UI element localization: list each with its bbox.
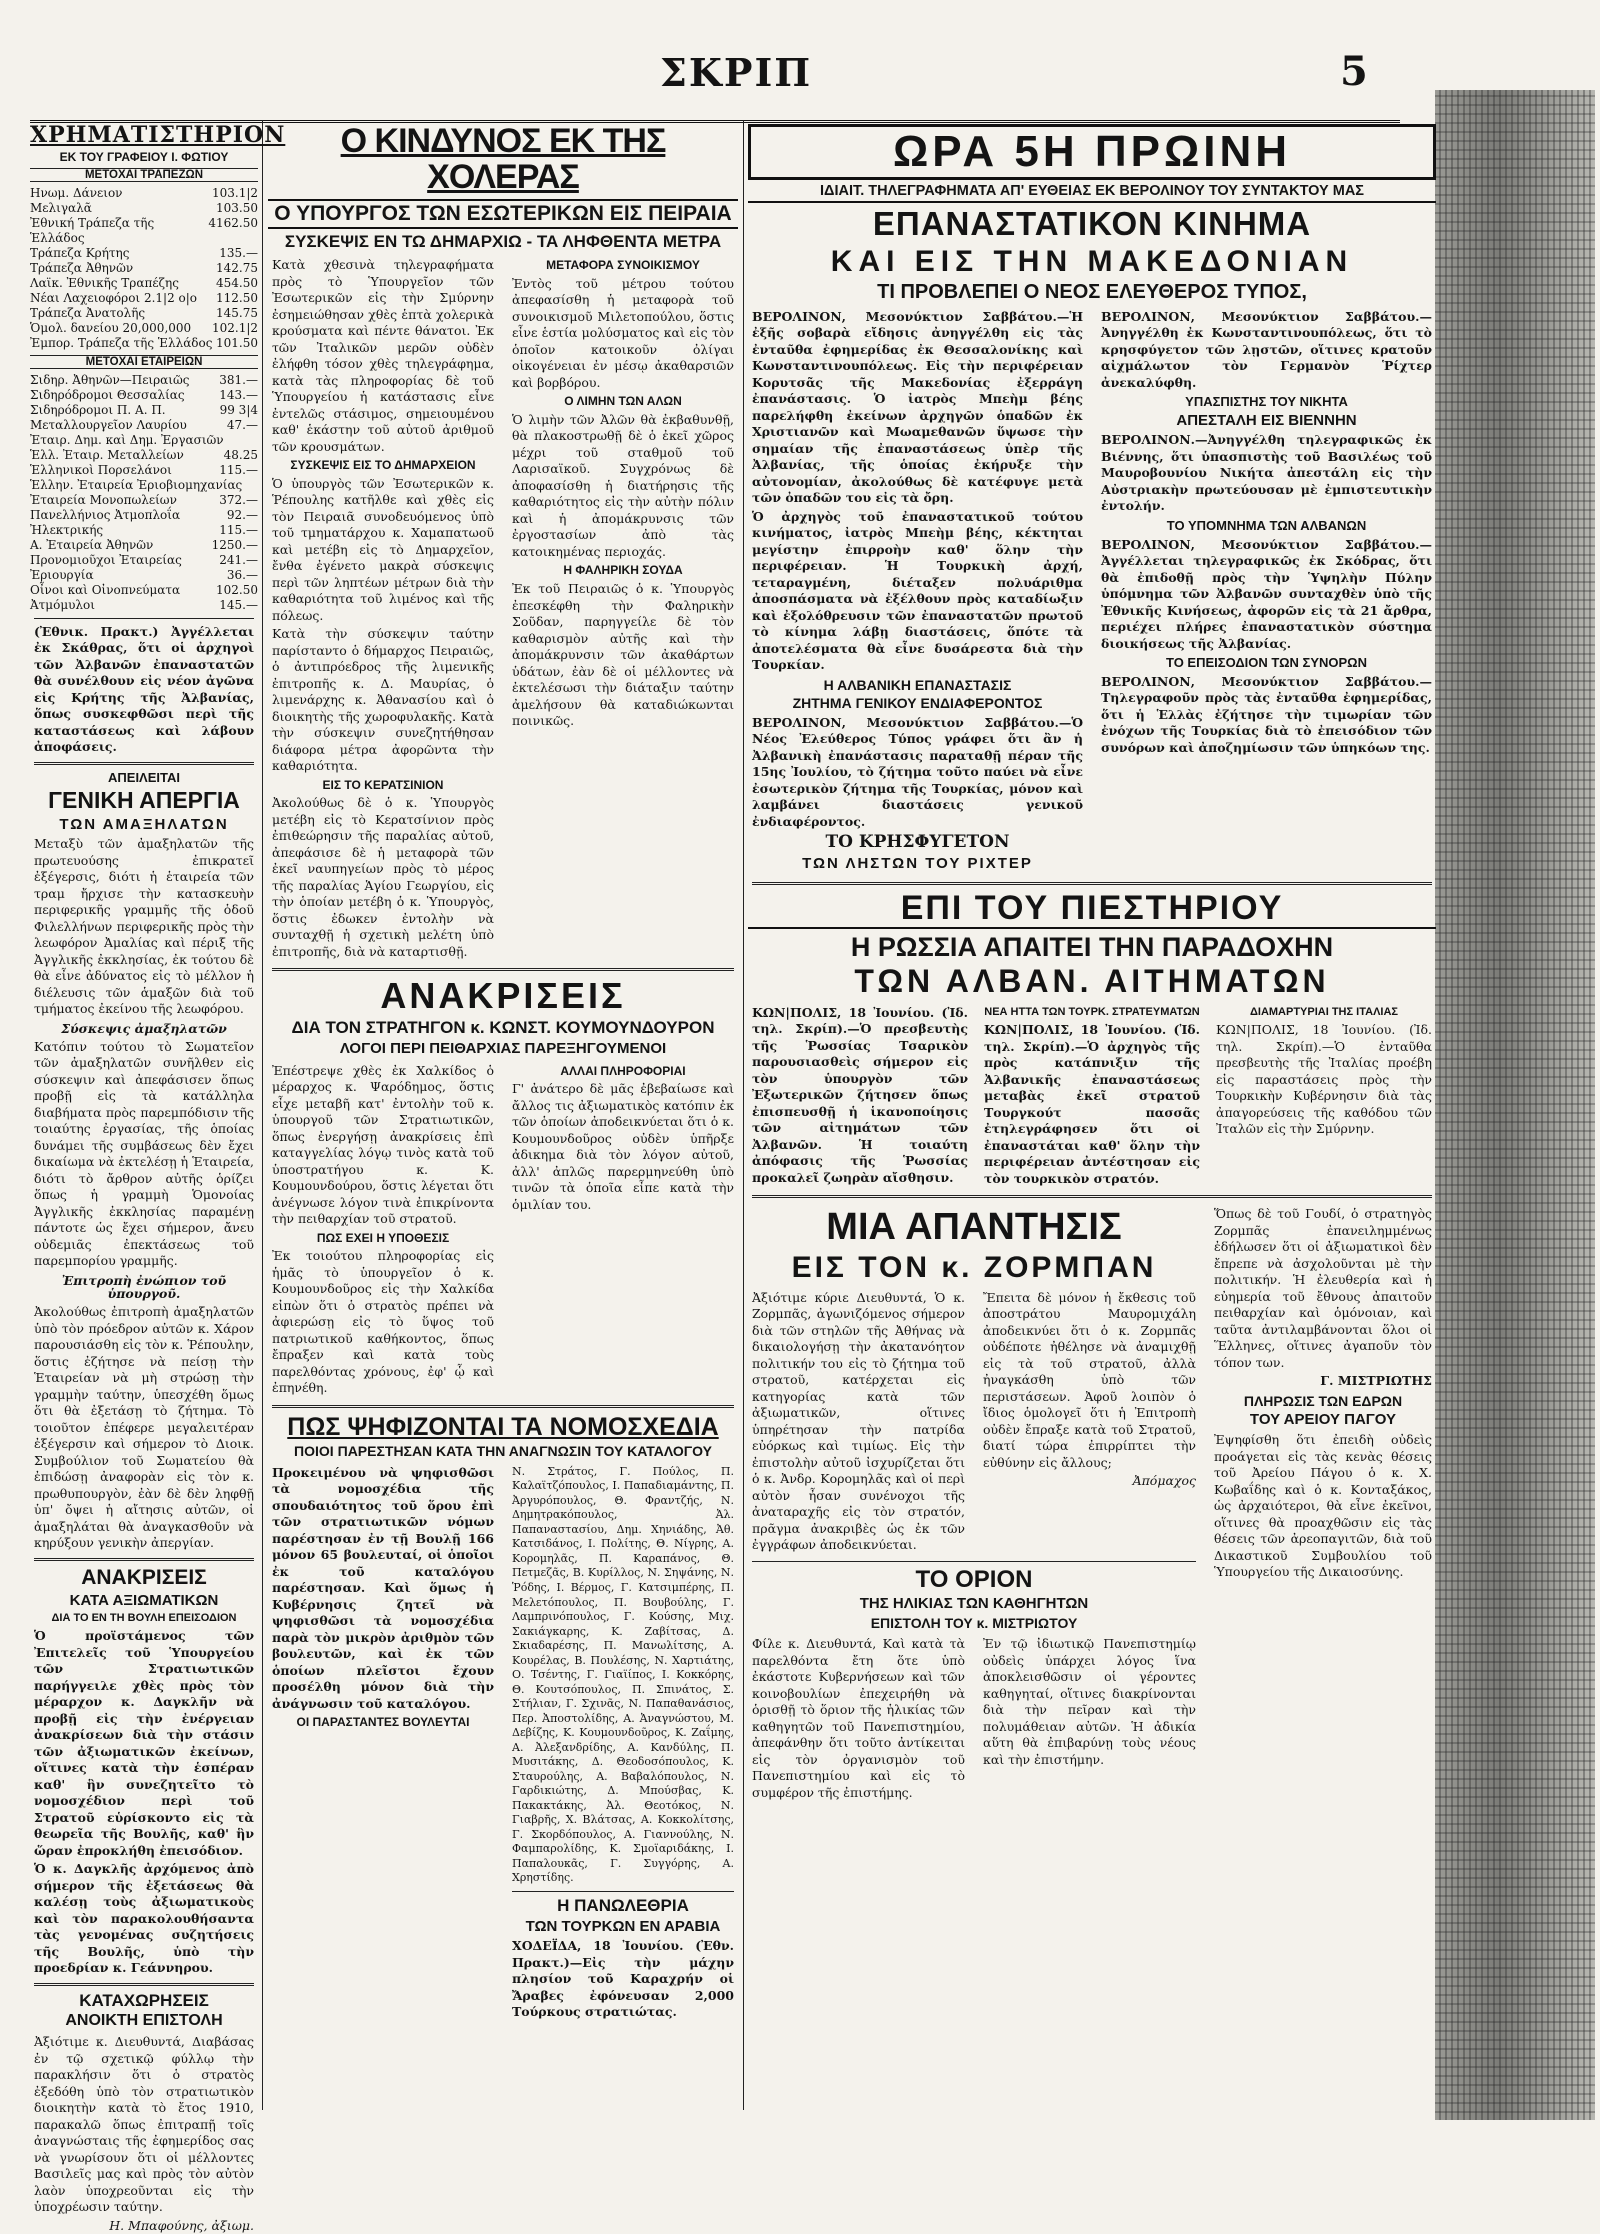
cholera-text-3: Κατὰ τὴν σύσκεψιν ταύτην παρίσταντο ὁ δήμαρχος Πειραιῶς, ὁ ἀντιπρόεδρος τῆς λιμενικῆς ἐπιτροπῆς κ. Δ. Μαυρίας, ὁ λιμενάρχης κ. Ἀθανασίου καὶ ὁ διοικητὴς τῆς χωροφυλακῆς. Κατὰ τὴν σύσκεψιν συνεζητήθησαν διάφορα μέτρα ἀφορῶντα τὴν καθαριότητα. [272, 626, 494, 774]
row-value: 92.— [226, 507, 258, 522]
strike-kicker: ΑΠΕΙΛΕΙΤΑΙ [108, 769, 180, 785]
divider [272, 1405, 734, 1408]
nikita-text: ΒΕΡΟΛΙΝΟΝ.—Ἀνηγγέλθη τηλεγραφικῶς ἐκ Βιέννης, ὅτι ὑπασπιστὴς τοῦ Βασιλέως τοῦ Μαυροβουνίου Νικήτα ἀπεστάλη εἰς τὴν Αὐστριακὴν πρωτεύουσαν μὲ ἐμπιστευτικὴν ἐντολήν. [1101, 432, 1432, 514]
press-subtitle-2: ΤΩΝ ΑΛΒΑΝ. ΑΙΤΗΜΑΤΩΝ [854, 963, 1330, 1000]
table-row [30, 433, 258, 448]
strike-text-3: Ἀκολούθως ἐπιτροπὴ ἀμαξηλατῶν ὑπὸ τὸν πρόεδρον αὐτῶν κ. Χάρον παρουσιάσθη εἰς τὸν κ. Ῥέπουλην, ὅστις ἐζήτησε νὰ πείσῃ τὴν Ἑταιρείαν νὰ μὴ στρώσῃ τὴν γραμμὴν ταύτην, ὑπεσχέθη ὅμως ὅτι θὰ ἐξετάσῃ τὸ ζήτημα. Τὸ τοιοῦτον ἐπέφερε μεγαλειτέραν ἐξέγερσιν καὶ σήμερον τὸ Διοικ. Συμβούλιον τοῦ Σωματείου θὰ ἐπιδώσῃ ἀναφορὰν εἰς τὸν κ. πρωθυπουργὸν, ἐὰν δὲ δὲν ληφθῇ ὑπ' ὄψει ἡ αἴτησις αὐτῶν, οἱ ἀμαξηλάται θὰ ἀναγκασθοῦν νὰ κηρύξουν γενικὴν ἀπεργίαν. [34, 1304, 254, 1551]
richter-sub: ΤΩΝ ΛΗΣΤΩΝ ΤΟΥ ΡΙΧΤΕΡ [802, 855, 1033, 873]
areios-text: Ἐψηφίσθη ὅτι ἐπειδὴ οὐδεὶς προάγεται εἰς τὰς κενὰς θέσεις τοῦ Ἀρείου Πάγου ὁ κ. Χ. Κωβαΐδης καὶ ὁ κ. Κονταξάκος, ὡς ἀρχαιότεροι, θὰ εἶνε ἐκεῖνοι, οἵτινες θὰ προαχθῶσιν εἰς τὰς θέσεις τῶν ἀρεοπαγιτῶν, διὰ τοῦ Δικαστικοῦ Συμβουλίου τοῦ Ὑπουργείου τῆς Δικαιοσύνης. [1214, 1432, 1432, 1580]
albanian-revolt-sub: ΖΗΤΗΜΑ ΓΕΝΙΚΟΥ ΕΝΔΙΑΦΕΡΟΝΤΟΣ [792, 695, 1043, 712]
strike-text-2: Κατόπιν τούτου τὸ Σωματεῖον τῶν ἀμαξηλατῶν συνῆλθεν εἰς σύσκεψιν καὶ ἀπεφάσισεν ὅπως προβῇ εἰς τὰ κατάλληλα διαβήματα πρὸς παρεμπόδισιν τῆς τοιαύτης ἐργασίας, τῆς ὁποίας δυνάμει τῆς συμβάσεως δὲν ἔχει δικαίωμα νὰ ἐκτελέσῃ ἡ Ἑταιρεία, διότι τὸ ἄρθρον αὐτῆς ὁρίζει ὅπως ἡ γραμμὴ Ὁμονοίας Ἀγγλικῆς ἐκκλησίας παραμένῃ πάντοτε ὡς ἔχει σήμερον, ἄνευ οὐδεμιᾶς ἐπεκτάσεως τοῦ παρεμπορίου γραμμῆς. [34, 1038, 255, 1269]
areios-head: ΠΛΗΡΩΣΙΣ ΤΩΝ ΕΔΡΩΝ [1243, 1392, 1403, 1409]
cholera-subhead-3: ΜΕΤΑΦΟΡΑ ΣΥΝΟΙΚΙΣΜΟΥ [546, 258, 700, 273]
row-label: Τράπεζα Ἀθηνῶν [30, 260, 134, 275]
row-label: Μεταλλουργεῖον Λαυρίου [30, 417, 187, 432]
inquiries-text-2: Ὁ κ. Δαγκλῆς ἀρχόμενος ἀπὸ σήμερον τῆς ἐξετάσεως θὰ καλέσῃ τοὺς ἀξιωματικοὺς καὶ τὸν παρακολουθήσαντα τὰς γενομένας συζητήσεις τῆς Βουλῆς, ὑπὸ τὴν προεδρίαν κ. Γεάννηρου. [34, 1861, 254, 1976]
row-value: 142.75 [216, 260, 258, 275]
row-value: 102.1|2 [211, 320, 258, 335]
general-inquiry-subtitle-2: ΛΟΓΟΙ ΠΕΡΙ ΠΕΙΘΑΡΧΙΑΣ ΠΑΡΕΞΗΓΟΥΜΕΝΟΙ [339, 1040, 667, 1058]
row-value: 115.— [219, 522, 258, 537]
revolt-text-2: Ὁ ἀρχηγὸς τοῦ ἐπαναστατικοῦ τούτου κινήματος, ἰατρὸς Μπεὴμ βέης, κέκτηται μεγίστην ἐπιρροὴν καθ' ὅλην τὴν περιφέρειαν. Ἡ Τουρκικὴ ἀρχή, τεταραγμένη, διέταξεν πολυάριθμα ἀποσπάσματα νὰ ἐξέλθουν πρὸς καταδίωξιν καὶ ἐξολόθρευσιν τῶν ἐπαναστατῶν πρωτοῦ τὸ κίνημα λάβῃ διαστάσεις, ὅπότε τὰ ἀποτελέσματα θὰ εἶνε δυσάρεστα διὰ τὴν Τουρκίαν. [752, 508, 1083, 673]
richter-text: ΒΕΡΟΛΙΝΟΝ, Μεσονύκτιον Σαββάτου.—Ἀνηγγέλθη ἐκ Κωνσταντινουπόλεως, ὅτι τὸ κρησφύγετον τῶν λῃστῶν, οἵτινες κρατοῦν αἰχμάλωτον τὸν Γερμανὸν Ῥίχτερ ἀνεκαλύφθη. [1101, 308, 1432, 390]
table-row [30, 463, 258, 478]
row-value: 103.50 [216, 200, 258, 215]
row-value: 143.— [219, 387, 258, 402]
cholera-text: Κατὰ χθεσινὰ τηλεγραφήματα πρὸς τὸ Ὑπουργεῖον τῶν Ἐσωτερικῶν εἰς τὴν Σμύρνην ἐσημειώθησαν χθὲς ἑπτὰ χολερικὰ κρούσματα καὶ πέντε θάνατοι. Ἐκ τῶν Ἰταλικῶν μερῶν οὐδὲν ἐλήφθη τόσον χθὲς τηλεγράφημα, κατὰ τὰς πληροφορίας δὲ τοῦ Ὑπουργείου ἡ κατάστασις εἶνε ἐντελῶς στάσιμος, σημειουμένου καθ' ἑκάστην τοῦ αὐτοῦ ἀριθμοῦ τῶν κρουσμάτων. [272, 257, 494, 454]
cholera-text-5: Ἐντὸς τοῦ μέτρου τούτου ἀπεφασίσθη ἡ μεταφορὰ τοῦ συνοικισμοῦ Μιλετοπούλου, ὅστις εἶνε ἑστία μολύσματος καὶ εἰς τὸν ὁποῖον κατοικοῦν ὀλίγαι οἰκογένειαι ἐν μέσῳ ἀκαθαρσιῶν καὶ βορβόρου. [512, 275, 734, 390]
row-value: 47.— [226, 417, 258, 432]
areios-subtitle: ΤΟΥ ΑΡΕΙΟΥ ΠΑΓΟΥ [1249, 1411, 1397, 1429]
column-2 [268, 120, 738, 2110]
border-head: ΤΟ ΕΠΕΙΣΟΔΙΟΝ ΤΩΝ ΣΥΝΟΡΩΝ [1166, 655, 1367, 671]
general-inquiry-text: Ἐπέστρεψε χθὲς ἐκ Χαλκίδος ὁ μέραρχος κ. Ψαρόδημος, ὅστις εἶχε μεταβῆ κατ' ἐντολὴν τοῦ κ. ὑπουργοῦ τῶν Στρατιωτικῶν, ὅπως ἐνεργήσῃ ἀνακρίσεις ἐπὶ καταγγελίας λόγῳ τινὸς κατὰ τοῦ ὑποστρατήγου κ. Κ. Κουμουνδούρου, ὅστις λέγεται ὅτι ἀνέγνωσε λόγον τινὰ ἐπικρίνοντα τὴν πειθαρχίαν τοῦ στρατοῦ. [272, 1062, 494, 1227]
row-label: Τράπεζα Ἀνατολῆς [30, 305, 146, 320]
reply-text-3: Ὅπως δὲ τοῦ Γουδί, ὁ στρατηγὸς Ζορμπᾶς ἐπανειλημμένως ἐδήλωσεν ὅτι οἱ ἀξιωματικοὶ δὲν ἔπρεπε νὰ ἀσχολοῦνται μὲ τὴν πολιτικήν. Ἡ ἐλευθερία καὶ ἡ εὐημερία τοῦ ἔθνους ἀπαιτοῦν πειθαρχίαν καὶ ὁμόνοιαν, καὶ ταῦτα ἀντιλαμβάνονται ὅλοι οἱ Ἕλληνες, οἵτινες ἀγαποῦν τὸν τόπον των. [1214, 1206, 1432, 1370]
general-inquiry-text-2: Ἐκ τοιούτου πληροφορίας εἰς ἡμᾶς τὸ ὑπουργεῖον ὁ κ. Κουμουνδοῦρος εἰς τὴν Χαλκίδα εἰπὼν ὅτι ὁ στρατὸς πρέπει νὰ ἀφιερώσῃ εἰς τὸ ὕψος τοῦ πατριωτικοῦ καθήκοντος, ὅπως ἔπραξεν καὶ κατὰ τοὺς παρελθόντας χρόνους, ἐφ' ᾧ καὶ ἐπηνέθη. [272, 1248, 494, 1396]
table-row [30, 186, 258, 201]
row-label: Ἐθνική Τράπεζα τῆς Ἑλλάδος [30, 215, 155, 245]
row-label: Πανελλήνιος Ἀτμοπλοΐα [30, 507, 181, 522]
column-divider [262, 120, 263, 2110]
row-value: 381.— [219, 372, 258, 387]
row-label: Οἶνοι καὶ Οἰνοπνεύματα [30, 582, 181, 597]
row-value: 48.25 [223, 447, 258, 462]
press-text-3: ΚΩΝ|ΠΟΛΙΣ, 18 Ἰουνίου. (Ἰδ. τηλ. Σκρίπ).—Ὁ ἐνταῦθα πρεσβευτὴς τῆς Ἰταλίας προέβη εἰς παραστάσεις πρὸς τὴν Τουρκικὴν Κυβέρνησιν διὰ τὰς ἀπαγορεύσεις τῆς καθόδου τῶν Ἰταλῶν εἰς τὴν Σμύρνην. [1216, 1022, 1432, 1137]
arabia-title: Η ΠΑΝΩΛΕΘΡΙΑ [557, 1895, 689, 1915]
general-inquiry-title: ΑΝΑΚΡΙΣΕΙΣ [380, 975, 626, 1017]
hour-title: ΩΡΑ 5Η ΠΡΩΙΝΗ [748, 124, 1436, 180]
general-inquiry-subhead: ΠΩΣ ΕΧΕΙ Η ΥΠΟΘΕΣΙΣ [316, 1230, 450, 1245]
press-subtitle: Η ΡΩΣΣΙΑ ΑΠΑΙΤΕΙ ΤΗΝ ΠΑΡΑΔΟΧΗΝ [850, 931, 1334, 962]
registrations-title: ΚΑΤΑΧΩΡΗΣΕΙΣ [79, 1990, 209, 2010]
scan-binding-edge [1435, 90, 1595, 2120]
row-value: 135.— [219, 245, 258, 260]
divider [34, 762, 254, 765]
age-limit-signature: Γ. ΜΙΣΤΡΙΩΤΗΣ [1320, 1373, 1432, 1389]
divider [512, 1891, 734, 1892]
laws-text: Προκειμένου νὰ ψηφισθῶσι τὰ νομοσχέδια τῆς σπουδαιότητος τοῦ ὅρου ἐπὶ τῶν στρατιωτικῶν νόμων παρέστησαν ἐν τῇ Βουλῇ 166 μόνον 65 βουλευταί, οἱ ὁποῖοι ἐκ τοῦ καταλόγου παρέστησαν. Καὶ ὅμως ἡ Κυβέρνησις ζητεῖ νὰ ψηφισθῶσι τὰ νομοσχέδια παρὰ τὸν μικρὸν ἀριθμὸν τῶν βουλευτῶν, καὶ ἐκ τῶν ὁποίων πλεῖστοι ἔχουν προσέλθη μόνον διὰ τὴν ἀνάγνωσιν τοῦ καταλόγου. [272, 1464, 494, 1711]
inquiries-subtitle-2: ΔΙΑ ΤΟ ΕΝ ΤΗ ΒΟΥΛΗ ΕΠΕΙΣΟΔΙΟΝ [51, 1611, 237, 1624]
row-label: Ἐριουργία [30, 567, 94, 582]
arabia-subtitle: ΤΩΝ ΤΟΥΡΚΩΝ ΕΝ ΑΡΑΒΙΑ [525, 1917, 721, 1935]
row-value: 241.— [219, 552, 258, 567]
arabia-text: ΧΟΔΕΪΔΑ, 18 Ἰουνίου. (Ἐθν. Πρακτ.)—Εἰς τὴν μάχην πλησίον τοῦ Καραχρήν οἱ Ἄραβες ἐφόνευσαν 2,000 Τούρκους στρατιώτας. [512, 1938, 734, 2020]
press-title: ΕΠΙ ΤΟΥ ΠΙΕΣΤΗΡΙΟΥ [748, 891, 1436, 929]
table-row [30, 583, 258, 598]
cholera-text-6: Ὁ λιμὴν τῶν Ἀλῶν θὰ ἐκβαθυνθῇ, θὰ πλακοστρωθῇ δὲ ὁ ἐκεῖ χῶρος μέχρι τοῦ σταθμοῦ τοῦ Λαρισαϊκοῦ. Συγχρόνως δὲ ἀποφασίσθη ἡ διατήρησις τῆς καθαριότητος εἰς τὴν αὐτὴν πόλιν καὶ ἡ ἀπομάκρυνσις τῶν ἐργοστασίων ἀπὸ τὰς κατοικημένας περιοχάς. [512, 411, 734, 559]
cholera-subtitle-2: ΣΥΣΚΕΨΙΣ ΕΝ ΤΩ ΔΗΜΑΡΧΙΩ - ΤΑ ΛΗΦΘΕΝΤΑ ΜΕΤΡΑ [284, 232, 722, 252]
row-label: Μελιγαλᾶ [30, 200, 92, 215]
strike-title: ΓΕΝΙΚΗ ΑΠΕΡΓΙΑ [48, 787, 240, 814]
cholera-text-2: Ὁ ὑπουργὸς τῶν Ἐσωτερικῶν κ. Ῥέπουλης κατῆλθε καὶ χθὲς εἰς τὸν Πειραιᾶ συνοδευόμενος ὑπὸ τοῦ τμηματάρχου κ. Χαμαπατωοῦ καὶ μετέβη εἰς τὸ Δημαρχεῖον, ἔνθα ἐγένετο μακρὰ σύσκεψις περὶ τῶν ληπτέων μέτρων διὰ τὴν καθαριότητα τοῦ λιμένος καὶ τῆς πόλεως. [272, 475, 494, 623]
table-row [30, 388, 258, 403]
cholera-text-4: Ἀκολούθως δὲ ὁ κ. Ὑπουργὸς μετέβη εἰς τὸ Κερατσίνιον πρὸς ἐπιθεώρησιν τῆς παραλίας αὐτοῦ, ἀπεφάσισε δὲ ἡ μεταφορὰ τῶν ἐκεῖ ναυπηγείων πρὸς τὸ μέρος τῆς παραλίας Ἁγίου Γεωργίου, εἰς τὴν ὁποίαν μετέβη ὁ κ. Ὑπουργὸς, ὅστις ἐδωκεν ἐντολὴν νὰ συνταχθῇ ἡ σχετικὴ μελέτη ὑπὸ ἐπιτροπῆς, διὰ νὰ καταρτισθῇ. [272, 795, 494, 959]
row-label: Ηνωμ. Δάνειον [30, 185, 123, 200]
row-label: Ἠλεκτρικής [30, 522, 104, 537]
revolt-text: ΒΕΡΟΛΙΝΟΝ, Μεσονύκτιον Σαββάτου.—Ἡ ἐξῆς σοβαρὰ εἴδησις ἀνηγγέλθη εἰς τὰς ἐνταῦθα ἐφημερίδας ἐκ Θεσσαλονίκης καὶ Κωνσταντινουπόλεως. Εἰς τὴν περιφέρειαν Κορυτσᾶς τῆς Μακεδονίας ἐξερράγη ἐπανάστασις. Ὁ ἰατρὸς Μπεὴμ βέης παρελήφθη ἐκείνων ἀρχηγῶν ὁπαδῶν ἐκ Χριστιανῶν καὶ Μωαμεθανῶν ὕψωσε τὴν σημαίαν τῆς ἐπαναστάσεως ὑπὲρ τῆς Ἀλβανίας, τῆς ὁποίας ἐκήρυξε τὴν αὐτονομίαν, ἀκολούθως δὲ κατέφυγε μετὰ τῶν ὀπαδῶν του εἰς τὰ ὄρη. [752, 308, 1083, 506]
memo-text: ΒΕΡΟΛΙΝΟΝ, Μεσονύκτιον Σαββάτου.—Ἀγγέλλεται τηλεγραφικῶς ἐκ Σκόδρας, ὅτι θὰ ἐπιδοθῇ πρὸς τὴν Ὑψηλὴν Πύλην ὑπόμνημα τῶν Ἀλβανῶν συνταχθὲν ὑπὸ τῆς Ἐθνικῆς Κινήσεως, ἀφορῶν εἰς τὰ 21 ἄρθρα, περιέχει πλήρες ἐπαναστατικὸν σύστημα διοικήσεως τῆς Ἀλβανίας. [1101, 536, 1432, 651]
revolt-subtitle-2: ΤΙ ΠΡΟΒΛΕΠΕΙ Ο ΝΕΟΣ ΕΛΕΥΘΕΡΟΣ ΤΥΠΟΣ, [877, 280, 1307, 303]
divider [752, 1561, 1196, 1562]
general-inquiry-subtitle: ΔΙΑ ΤΟΝ ΣΤΡΑΤΗΓΟΝ κ. ΚΩΝΣΤ. ΚΟΥΜΟΥΝΔΟΥΡΟΝ [291, 1018, 715, 1038]
row-value: 145.75 [216, 305, 258, 320]
cholera-subtitle: Ο ΥΠΟΥΡΓΟΣ ΤΩΝ ΕΣΩΤΕΡΙΚΩΝ ΕΙΣ ΠΕΙΡΑΙΑ [268, 199, 738, 229]
row-label: Σιδηρόδρομοι Θεσσαλίας [30, 387, 185, 402]
row-label: Ἑλλ. Ἐταιρ. Μεταλλείων [30, 447, 184, 462]
table-row [30, 276, 258, 291]
row-label: Α. Ἐταιρεία Ἀθηνῶν [30, 537, 154, 552]
table-row [30, 261, 258, 276]
nikita-sub: ΑΠΕΣΤΑΛΗ ΕΙΣ ΒΙΕΝΝΗΝ [1176, 411, 1357, 429]
newspaper-title: ΣΚΡΙΠ [660, 50, 813, 95]
table-row [30, 508, 258, 523]
laws-text-2: Ν. Στράτος, Γ. Πούλος, Π. Καλαϊτζόπουλος, Ι. Παπαδιαμάντης, Π. Ἀργυρόπουλος, Θ. Φραντζής, Ν. Δημητρακόπουλος, Ἀλ. Παπαναστασίου, Δημ. Χηνιάδης, Ἀθ. Κατσιδάνος, Ι. Πολίτης, Θ. Νίγρης, Α. Κορομηλᾶς, Π. Καραπάνος, Θ. Πετμεζᾶς, Β. Κυρίλλος, Ν. Σηψάνης, Ν. Ῥόδης, Ι. Βέρμος, Γ. Κατσιμπέρης, Π. Μελετόπουλος, Π. Βουβούλης, Γ. Λαμπρινόπουλος, Γ. Κούσης, Μιχ. Σακιάγκαρης, Κ. Ζαβίτσας, Δ. Σκιαδαρέσης, Π. Μανωλίτσης, Α. Κουρέλας, Β. Πουλέσης, Ν. Χαρτιάτης, Ο. Τσέντης, Γ. Γιαϊίπος, Ι. Κοκκόρης, Θ. Κουτσόπουλος, Π. Σπινάτος, Σ. Στήλιαν, Γ. Σχινᾶς, Ν. Παπαθανάσιος, Περ. Ἀποστολίδης, Α. Ἀναγνώστου, Μ. Δεβίζης, Κ. Κουμουνδοῦρος, Κ. Ζαΐμης, Α. Ἀλεξανδρίδης, Α. Κανδύλης, Π. Μυσιτάκης, Δ. Θεοδοσόπουλος, Κ. Σταυρούλης, Α. Βαβαλόπουλος, Ν. Γαρδικιώτης, Δ. Μπούσβας, Κ. Πακακτάκης, Ἀλ. Θεοτόκος, Ν. Γιαβρῆς, Χ. Βλάτσας, Α. Κοκκολίτσης, Γ. Σκορδόπουλος, Α. Γιαννούλης, Ν. Φαμπαρολίδης, Κ. Σμοϊαριδάκης, Ι. Παπαλουκᾶς, Γ. Συγγόρης, Α. Χρηστίδης. [512, 1464, 734, 1885]
row-value: 102.50 [216, 582, 258, 597]
row-value: 454.50 [216, 275, 258, 290]
press-text: ΚΩΝ|ΠΟΛΙΣ, 18 Ἰουνίου. (Ἰδ. τηλ. Σκρίπ).—Ὁ πρεσβευτὴς τῆς Ῥωσσίας Τσαρικὸν παρουσιασθεὶς σήμερον εἰς τὸν ὑπουργὸν τῶν Ἐξωτερικῶν ζήτησεν ὅπως ἐπισπευσθῇ ἡ ἱκανοποίησις τῶν αἰτημάτων τῶν Ἀλβανῶν. Ἡ τοιαύτη ἀπόφασις τῆς Ῥωσσίας προκαλεῖ ζωηρὰν αἴσθησιν. [752, 1004, 968, 1185]
cholera-text-7: Ἐκ τοῦ Πειραιῶς ὁ κ. Ὑπουργὸς ἐπεσκέφθη τὴν Φαληρικὴν Σοῦδαν, παρηγγείλε δὲ τὸν καθαρισμὸν αὐτῆς καὶ τὴν ἀπομάκρυνσιν τῶν ἀκαθάρτων ὑδάτων, ἐὰν δὲ οἱ μέλλοντες νὰ ἐκτελέσωσι τὴν διάταξιν ταύτην ἀμελήσουν θὰ καταδιώκωνται ποινικῶς. [512, 581, 734, 729]
page-number: 5 [1340, 48, 1368, 95]
row-value: 145.— [219, 597, 258, 612]
strike-text: Μεταξὺ τῶν ἀμαξηλατῶν τῆς πρωτευούσης ἐπικρατεῖ ἐξέγερσις, διότι ἡ ἑταιρεία τῶν τραμ ἤρχισε τὴν κατασκευὴν περιφερικῆς γραμμῆς τῆς ὁδοῦ Φιλελλήνων περιφερικῆς πρὸς τὴν λεωφόρον Ἀμαλίας καὶ πέριξ τῆς Ἀγγλικῆς ἐκκλησίας, ἐκ τούτου δὲ θὰ εἶνε ἀδύνατος εἰς τὸ μέλλον ἡ διέλευσις τῶν ἁμαξῶν διὰ τοῦ τμήματος ἐκείνου τῆς λεωφόρου. [34, 836, 254, 1017]
inquiries-text: Ὁ προϊστάμενος τῶν Ἐπιτελεῖς τοῦ Ὑπουργείου τῶν Στρατιωτικῶν παρήγγειλε χθὲς πρὸς τὸν μέραρχον κ. Δαγκλῆν νὰ προβῇ εἰς τὴν ἐνέργειαν ἀνακρίσεων διὰ τὴν στάσιν τῶν ἀξιωματικῶν ἐκείνων, οἵτινες κατὰ τὴν ἑσπέραν καθ' ἣν συνεζητεῖτο τὸ νομοσχέδιον περὶ τοῦ Στρατοῦ εὑρίσκοντο εἰς τὰ θεωρεῖα τῆς Βουλῆς, καθ' ἣν ὥραν ἐπροκλήθη ἐπεισόδιον. [34, 1628, 254, 1858]
row-value: 36.— [226, 567, 258, 582]
table-row [30, 403, 258, 418]
open-letter-signature: Η. Μπαφούνης, ἀξιωμ. [109, 2217, 254, 2233]
table-row [30, 201, 258, 216]
row-label: Λαϊκ. Ἐθνικῆς Τραπέζης [30, 275, 179, 290]
table-row [30, 373, 258, 388]
table-row [30, 478, 258, 493]
row-label: Ἑλλην. Ἐταιρεία Ἐριοβιομηχανίας [30, 477, 243, 492]
strike-subhead-2: Σύσκεψις ἀμαξηλατῶν [61, 1020, 227, 1036]
row-label: Ἐμπορ. Τράπεζα τῆς Ἑλλάδος [30, 335, 213, 350]
cholera-subhead-2: ΕΙΣ ΤΟ ΚΕΡΑΤΣΙΝΙΟΝ [322, 777, 444, 792]
strike-subtitle: ΤΩΝ ΑΜΑΞΗΛΑΤΩΝ [59, 815, 229, 833]
table-row [30, 321, 258, 336]
divider [752, 1195, 1432, 1198]
laws-subtitle: ΠΟΙΟΙ ΠΑΡΕΣΤΗΣΑΝ ΚΑΤΑ ΤΗΝ ΑΝΑΓΝΩΣΙΝ ΤΟΥ ΚΑΤΑΛΟΓΟΥ [294, 1443, 712, 1460]
column-3 [748, 120, 1436, 2110]
age-limit-subtitle-2: ΕΠΙΣΤΟΛΗ ΤΟΥ κ. ΜΙΣΤΡΙΩΤΟΥ [870, 1614, 1078, 1631]
cholera-subhead: ΣΥΣΚΕΨΙΣ ΕΙΣ ΤΟ ΔΗΜΑΡΧΕΙΟΝ [290, 458, 476, 473]
divider [34, 1983, 254, 1986]
crete-note: (Ἐθνικ. Πρακτ.) Ἀγγέλλεται ἐκ Σκάθρας, ὅτι οἱ ἀρχηγοὶ τῶν Ἀλβανῶν ἐπαναστατῶν θὰ συνέλθουν εἰς νέον ἀγῶνα εἰς Κρήτης τῆς Ἀλβανίας, ὅπως συσκεφθῶσι περὶ τῆς καταστάσεως καὶ λάβουν ἀποφάσεις. [34, 623, 254, 755]
border-text: ΒΕΡΟΛΙΝΟΝ, Μεσονύκτιον Σαββάτου.—Τηλεγραφοῦν πρὸς τὰς ἐνταῦθα ἐφημερίδας, ὅτι ἡ Ἑλλὰς ἐζήτησε τὴν τιμωρίαν τῶν ἐνόχων τῆς Τουρκίας διὰ τὸ ἐπεισόδιον τῶν συνόρων καὶ ἀποζημίωσιν τῶν ὑπηκόων της. [1101, 673, 1432, 755]
press-subhead-2: ΔΙΑΜΑΡΤΥΡΙΑΙ ΤΗΣ ΙΤΑΛΙΑΣ [1249, 1005, 1399, 1018]
strike-subhead-3: Ἐπιτροπὴ ἐνώπιον τοῦ ὑπουργοῦ. [61, 1272, 227, 1302]
banks-header: ΜΕΤΟΧΑΙ ΤΡΑΠΕΖΩΝ [30, 168, 258, 182]
table-row [30, 493, 258, 508]
general-inquiry-text-3: Γ' ἀνάτερο δὲ μᾶς ἐβεβαίωσε καὶ ἄλλος τις ἀξιωματικὸς κατόπιν ἐκ τῶν ὁποίων ἀποδεικνύεται ὅτι ὁ κ. Κουμουνδοῦρος οὐδὲν ὑπῆρξε ἀδικημα διὰ τὸν λόγον αὐτοῦ, ἀλλ' ἀπλῶς παρερμηνεύθη ὑπὸ τινῶν τὰ ὁποῖα εἶπε κατὰ τὴν ὁμιλίαν του. [512, 1081, 735, 1212]
column-divider [743, 120, 744, 2110]
row-value: 101.50 [216, 335, 258, 350]
table-row [30, 538, 258, 553]
table-row [30, 568, 258, 583]
divider [272, 968, 734, 971]
nikita-head: ΥΠΑΣΠΙΣΤΗΣ ΤΟΥ ΝΙΚΗΤΑ [1185, 394, 1348, 410]
row-value: 103.1|2 [211, 185, 258, 200]
divider [752, 882, 1432, 885]
row-value: 4162.50 [208, 215, 258, 230]
press-subhead: ΝΕΑ ΗΤΤΑ ΤΩΝ ΤΟΥΡΚ. ΣΤΡΑΤΕΥΜΑΤΩΝ [984, 1005, 1200, 1018]
reply-title: ΜΙΑ ΑΠΑΝΤΗΣΙΣ [826, 1206, 1122, 1249]
table-row [30, 291, 258, 306]
row-value: 372.— [219, 492, 258, 507]
row-label: Ὁμολ. δανείου 20,000,000 [30, 320, 192, 335]
row-label: Ἀτμόμυλοι [30, 597, 95, 612]
memo-head: ΤΟ ΥΠΟΜΝΗΜΑ ΤΩΝ ΑΛΒΑΝΩΝ [1166, 517, 1367, 533]
age-limit-title: ΤΟ ΟΡΙΟΝ [915, 1565, 1033, 1593]
row-value: 99 3|4 [219, 402, 258, 417]
market-title: ΧΡΗΜΑΤΙΣΤΗΡΙΟΝ [30, 122, 286, 148]
cholera-subhead-5: Η ΦΑΛΗΡΙΚΗ ΣΟΥΔΑ [563, 563, 683, 578]
laws-subhead: ΟΙ ΠΑΡΑΣΤΑΝΤΕΣ ΒΟΥΛΕΥΤΑΙ [296, 1715, 470, 1730]
reply-subtitle: ΕΙΣ ΤΟΝ κ. ΖΟΡΜΠΑΝ [791, 1251, 1157, 1285]
column-1 [30, 120, 286, 2233]
reply-text: Ἀξιότιμε κύριε Διευθυντά, Ὁ κ. Ζορμπᾶς, ἀγωνιζόμενος σήμερον διὰ τῶν στηλῶν τῆς Ἀθήνας νὰ δικαιολογήσῃ τὴν ἀκατανόητον πολιτικήν του εἰς τὸ ζήτημα τοῦ στρατοῦ, κατέρχεται εἰς κατηγορίας κατὰ τῶν ἀξιωματικῶν, οἵτινες ὑπηρέτησαν τὴν πατρίδα εὐόρκως καὶ τιμίως. Εἰς τὴν ἐπιστολὴν αὐτοῦ ἰσχυρίζεται ὅτι ὁ κ. Ἀνδρ. Κορομηλᾶς καὶ οἱ περὶ αὐτὸν ἦσαν συνένοχοι τῆς ἀναταραχῆς εἰς τὸν στρατόν, πρᾶγμα ἀνακριβὲς ὡς ἐκ τῶν ἐγγράφων ἀποδεικνύεται. [752, 1289, 965, 1553]
reply-text-2: Ἔπειτα δὲ μόνον ἡ ἔκθεσις τοῦ ἀποστράτου Μαυρομιχάλη ἀποδεικνύει ὅτι ὁ κ. Ζορμπᾶς οὐδέποτε ἠθέλησε νὰ ἀναμιχθῇ εἰς τὰ τοῦ στρατοῦ, ἀλλὰ ἠναγκάσθη ὑπὸ τῶν περιστάσεων. Ἀφοῦ λοιπὸν ὁ ἴδιος ὁμολογεῖ ὅτι ἡ Ἐπιτροπὴ οὐδὲν ἔπραξε κατὰ τοῦ Στρατοῦ, διατί τώρα ἐπιρρίπτει τὴν εὐθύνην εἰς ἄλλους; [983, 1289, 1196, 1470]
row-value: 1250.— [211, 537, 258, 552]
row-value: 112.50 [216, 290, 258, 305]
open-letter-title: ΑΝΟΙΚΤΗ ΕΠΙΣΤΟΛΗ [65, 2012, 223, 2030]
row-label: Προνομιοῦχοι Ἐταιρείας [30, 552, 182, 567]
table-row [30, 418, 258, 433]
age-limit-subtitle: ΤΗΣ ΗΛΙΚΙΑΣ ΤΩΝ ΚΑΘΗΓΗΤΩΝ [859, 1594, 1089, 1612]
table-row [30, 553, 258, 568]
albanian-revolt-text: ΒΕΡΟΛΙΝΟΝ, Μεσονύκτιον Σαββάτου.—Ὁ Νέος Ἐλεύθερος Τύπος γράφει ὅτι ἂν ἡ Ἀλβανικὴ ἐπανάστασις παραταθῇ πέραν τῆς 15ης Ἰουλίου, τὸ ζήτημα τοῦτο παύει νὰ εἶνε ἐσωτερικὸν ζήτημα τῆς Τουρκίας, μόνον καὶ λαμβάνει διαστάσεις γενικοῦ ἐνδιαφέροντος. [752, 714, 1083, 829]
inquiries-subtitle: ΚΑΤΑ ΑΞΙΩΜΑΤΙΚΩΝ [69, 1591, 219, 1609]
cholera-title: Ο ΚΙΝΔΥΝΟΣ ΕΚ ΤΗΣ ΧΟΛΕΡΑΣ [340, 122, 666, 196]
table-row [30, 336, 258, 351]
table-row [30, 448, 258, 463]
row-label: Σιδηρόδρομοι Π. Α. Π. [30, 402, 166, 417]
press-text-2: ΚΩΝ|ΠΟΛΙΣ, 18 Ἰουνίου. (Ἰδ. τηλ. Σκρίπ).—Ὁ ἀρχηγὸς τῆς πρὸς κατάπνιξιν τῆς Ἀλβανικῆς ἐπαναστάσεως μεταβὰς ἐκεῖ στρατοῦ Τουργκούτ πασσᾶς ἐτηλεγράφησεν ὅτι οἱ ἐπαναστάται καθ' ὅλην τὴν περιφέρειαν ἀντέστησαν εἰς τὸν τουρκικὸν στρατόν. [984, 1022, 1200, 1186]
row-label: Νέαι Λαχειοφόροι 2.1|2 ο|ο [30, 290, 198, 305]
open-letter-text: Ἀξιότιμε κ. Διευθυντά, Διαβάσας ἐν τῷ σχετικῷ φύλλῳ τὴν παρακλήσιν ὅτι ὁ στρατὸς ἐξεδόθη ὑπὸ τὸν στρατιωτικὸν διοικητὴν κατὰ τὸ ἔτος 1910, παρακαλῶ ὅπως ἐπιτραπῇ τοῖς ἀναγνώσταις τῆς ἐφημερίδος σας νὰ γνωρίσουν ὅτι οἱ μέλλοντες Βασιλεῖς μας καὶ πρὸς τὸν αὐτὸν λαὸν ὑποχρεοῦνται εἰς τὴν ὑποχρέωσιν ταύτην. [34, 2034, 254, 2215]
table-row [30, 306, 258, 321]
cholera-subhead-4: Ο ΛΙΜΗΝ ΤΩΝ ΑΛΩΝ [564, 394, 682, 409]
laws-title: ΠΩΣ ΨΗΦΙΖΟΝΤΑΙ ΤΑ ΝΟΜΟΣΧΕΔΙΑ [287, 1412, 719, 1441]
table-row [30, 523, 258, 538]
row-label: Ἑλληνικοὶ Πορσελάνοι [30, 462, 172, 477]
row-label: Σιδηρ. Ἀθηνῶν—Πειραιῶς [30, 372, 190, 387]
age-limit-text: Φίλε κ. Διευθυντά, Καὶ κατὰ τὰ παρελθόντα ἔτη ὅτε ὑπὸ ἐκάστοτε Κυβερνήσεων καὶ τῶν κοινοβουλίων ἐπεχειρήθη νὰ ὁρισθῇ τὸ ὅριον τῆς ἡλικίας τῶν καθηγητῶν τοῦ Πανεπιστημίου, ἀπεφάνθην ὅτι τοῦτο ἀντίκειται εἰς τὸν ὀργανισμὸν τοῦ Πανεπιστημίου καὶ εἰς τὸ συμφέρον τῆς ἐπιστήμης. [752, 1636, 965, 1800]
divider [34, 618, 254, 619]
companies-table [30, 373, 258, 613]
albanian-revolt-head: Η ΑΛΒΑΝΙΚΗ ΕΠΑΝΑΣΤΑΣΙΣ [823, 676, 1012, 693]
age-limit-text-2: Ἐν τῷ ἰδιωτικῷ Πανεπιστημίῳ οὐδεὶς ὑπάρχει λόγος ἵνα ἀποκλεισθῶσιν οἱ γέροντες καθηγηταί, οἵτινες διακρίνονται διὰ τὴν πεῖραν καὶ τὴν πολυμάθειαν αὐτῶν. Ἡ ἀδικία αὕτη θὰ ἐπιβαρύνῃ τοὺς νέους καὶ τὴν ἐπιστήμην. [983, 1636, 1196, 1767]
inquiries-title: ΑΝΑΚΡΙΣΕΙΣ [81, 1565, 207, 1589]
richter-head: ΤΟ ΚΡΗΣΦΥΓΕΤΟΝ [825, 832, 1010, 853]
revolt-subtitle: ΚΑΙ ΕΙΣ ΤΗΝ ΜΑΚΕΔΟΝΙΑΝ [830, 245, 1354, 279]
companies-header: ΜΕΤΟΧΑΙ ΕΤΑΙΡΕΙΩΝ [30, 355, 258, 369]
market-source: ΕΚ ΤΟΥ ΓΡΑΦΕΙΟΥ Ι. ΦΩΤΙΟΥ [59, 150, 229, 165]
hour-subtitle: ΙΔΙΑΙΤ. ΤΗΛΕΓΡΑΦΗΜΑΤΑ ΑΠ' ΕΥΘΕΙΑΣ ΕΚ ΒΕΡΟΛΙΝΟΥ ΤΟΥ ΣΥΝΤΑΚΤΟΥ ΜΑΣ [748, 184, 1436, 203]
masthead [30, 40, 1370, 110]
table-row [30, 216, 258, 246]
row-value: 115.— [219, 462, 258, 477]
row-label: Ἐταιρεία Μονοπωλείων [30, 492, 177, 507]
reply-signature: Ἀπόμαχος [1132, 1473, 1196, 1489]
banks-table [30, 186, 258, 351]
table-row [30, 598, 258, 613]
table-row [30, 246, 258, 261]
row-label: Ἐταιρ. Δημ. καὶ Δημ. Ἐργασιῶν [30, 432, 224, 447]
divider [34, 1558, 254, 1561]
general-inquiry-subhead-2: ΑΛΛΑΙ ΠΛΗΡΟΦΟΡΙΑΙ [560, 1063, 686, 1078]
row-label: Τράπεζα Κρήτης [30, 245, 130, 260]
revolt-title: ΕΠΑΝΑΣΤΑΤΙΚΟΝ ΚΙΝΗΜΑ [872, 205, 1312, 243]
